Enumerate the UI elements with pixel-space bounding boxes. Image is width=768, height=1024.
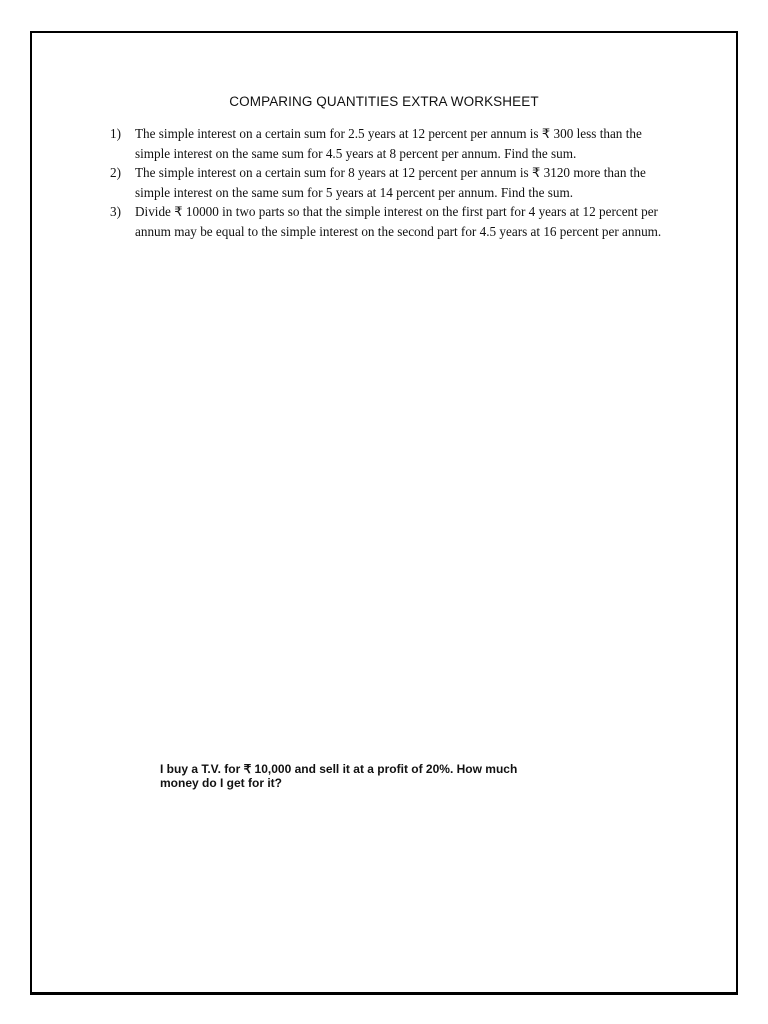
question-number: 2) bbox=[110, 165, 121, 180]
question-number: 3) bbox=[110, 204, 121, 219]
question-text: The simple interest on a certain sum for 2.5 years at 12 percent per annum is ₹ 300 less than the simple interest on the same sum for 4.5 years at 8 percent per annum. Find the sum. bbox=[135, 126, 642, 161]
question-number: 1) bbox=[110, 126, 121, 141]
question-item bbox=[110, 202, 680, 241]
extra-question: I buy a T.V. for ₹ 10,000 and sell it at a profit of 20%. How much money do I get for it? bbox=[160, 762, 518, 790]
question-item bbox=[110, 163, 680, 202]
question-text: Divide ₹ 10000 in two parts so that the simple interest on the first part for 4 years at 12 percent per annum may be equal to the simple interest on the second part for 4.5 years at 16 percent per annum. bbox=[135, 204, 662, 239]
worksheet-title: COMPARING QUANTITIES EXTRA WORKSHEET bbox=[229, 94, 539, 109]
question-text: The simple interest on a certain sum for 8 years at 12 percent per annum is ₹ 3120 more than the simple interest on the same sum for 5 years at 14 percent per annum. Find the sum. bbox=[135, 165, 646, 200]
question-list bbox=[110, 124, 680, 241]
question-item bbox=[110, 124, 680, 163]
